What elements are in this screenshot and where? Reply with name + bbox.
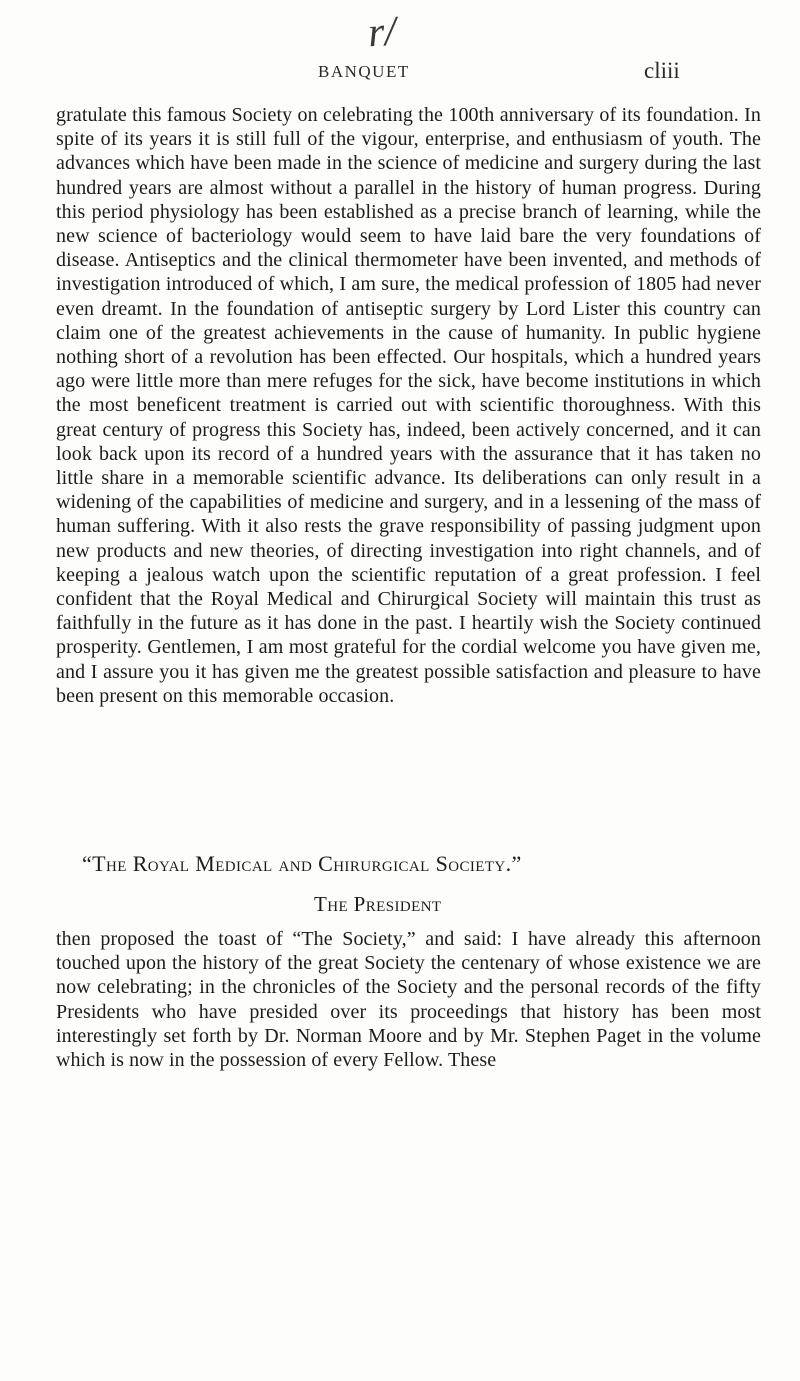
page-number: cliii — [644, 58, 680, 83]
running-head: BANQUET — [318, 62, 410, 81]
pencil-mark: r/ — [366, 8, 398, 57]
speech-continuation — [56, 103, 761, 708]
paragraph-speech: gratulate this famous Society on celebrating the 100th anniversary of its foundation. In spite of its years it is still full of the vigour, enterprise, and enthusiasm of youth. The advances which have been made in the science of medicine and surgery during the last hundred years are almost without a parallel in the history of human progress. During this period physiology has been established as a precise branch of learning, while the new science of bacteriology would seem to have laid bare the very foundations of disease. Antiseptics and the clinical thermometer have been invented, and methods of investigation introduced of which, I am sure, the medical profession of 1805 had never even dreamt. In the foundation of antiseptic surgery by Lord Lister this country can claim one of the greatest achievements in the cause of humanity. In public hygiene nothing short of a revolution has been effected. Our hospitals, which a hundred years ago were little more than mere refuges for the sick, have become institutions in which the most beneficent treatment is carried out with scientific thoroughness. With this great century of progress this Society has, indeed, been actively concerned, and it can look back upon its record of a hundred years with the assurance that it has taken no little share in a memorable scientific advance. Its deliberations can only result in a widening of the capabilities of medicine and surgery, and in a lessening of the mass of human suffering. With it also rests the grave responsibility of passing judgment upon new products and new theories, of directing investigation into right channels, and of keeping a jealous watch upon the scientific reputation of a great profession. I feel confident that the Royal Medical and Chirurgical Society will maintain this trust as faithfully in the future as it has done in the past. I heartily wish the Society continued prosperity. Gentlemen, I am most grateful for the cordial welcome you have given me, and I assure you it has given me the greatest possible satisfaction and pleasure to have been present on this memorable occasion. — [56, 104, 761, 707]
toast-heading: “The Royal Medical and Chirurgical Society.” — [82, 851, 522, 876]
paragraph-president: then proposed the toast of “The Society,” and said: I have already this afternoon touched upon the history of the great Society the centenary of whose existence we are now celebrating; in the chronicles of the Society and the personal records of the fifty Presidents who have presided over its proceedings that history has been most interestingly set forth by Dr. Norman Moore and by Mr. Stephen Paget in the volume which is now in the possession of every Fellow. These — [56, 928, 761, 1072]
president-speech — [56, 927, 761, 1072]
speaker-heading: The President — [314, 892, 442, 916]
